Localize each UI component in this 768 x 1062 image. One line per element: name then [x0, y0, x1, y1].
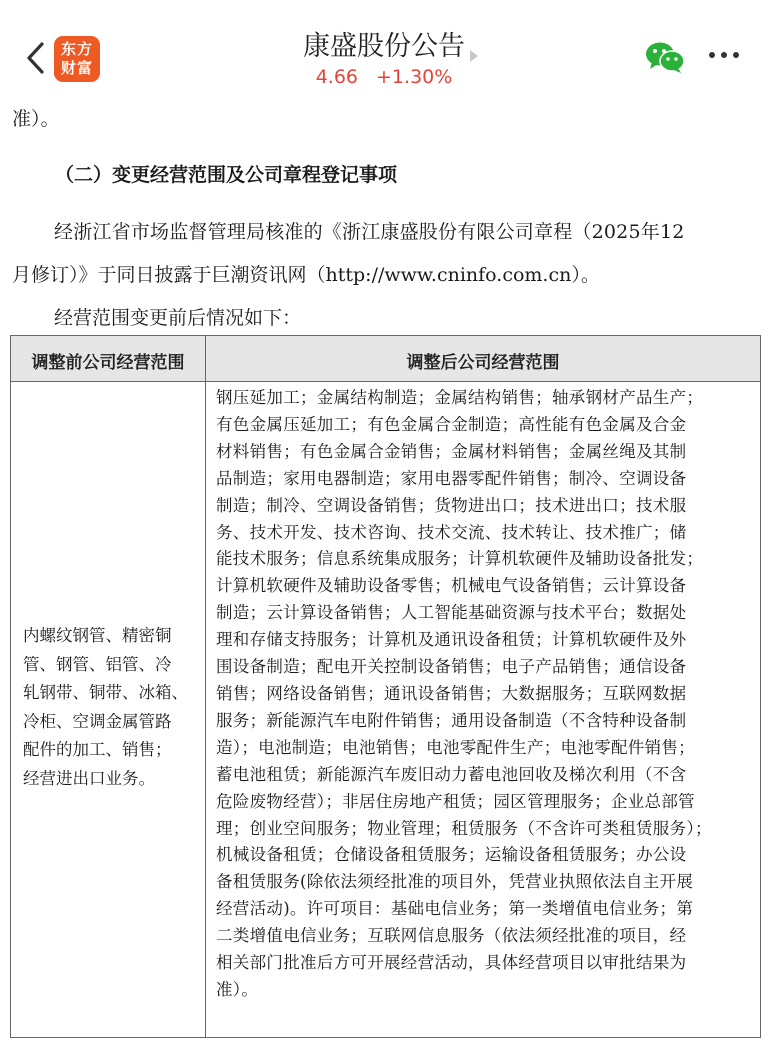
stock-change: +1.30% [376, 66, 453, 88]
text-line: 配件的加工、销售； [23, 740, 172, 759]
text-line: 经营进出口业务。 [23, 768, 155, 788]
paragraph-line: 月修订）》于同日披露于巨潮资讯网（http://www.cninfo.com.cn）。 [12, 264, 600, 286]
business-scope-table [10, 335, 761, 1038]
text-line: 蓄电池租赁；新能源汽车废旧动力蓄电池回收及梯次利用（不含 [216, 764, 687, 784]
table-header-row [11, 336, 760, 382]
text-line: 准）。 [216, 979, 259, 999]
cell-after [216, 385, 756, 1004]
text-line: 二类增值电信业务；互联网信息服务（依法须经批准的项目，经 [216, 926, 687, 946]
text-line: 危险废物经营）；非居住房地产租赁；园区管理服务；企业总部管 [216, 791, 695, 811]
text-line: 经营活动)。许可项目：基础电信业务；第一类增值电信业务；第 [216, 899, 694, 919]
stock-price: 4.66 [315, 66, 359, 88]
text-line: 机械设备租赁；仓储设备租赁服务；运输设备租赁服务；办公设 [216, 845, 687, 865]
section-heading: （二）变更经营范围及公司章程登记事项 [55, 164, 398, 186]
text-line: 理；创业空间服务；物业管理；租赁服务（不含许可类租赁服务）； [216, 818, 712, 838]
more-icon[interactable] [708, 50, 740, 60]
text-line: 制造；制冷、空调设备销售；货物进出口；技术进出口；技术服 [216, 495, 687, 515]
cell-before [23, 622, 201, 793]
text-line: 备租赁服务(除依法须经批准的项目外，凭营业执照依法自主开展 [216, 872, 694, 892]
text-line: 造）；电池制造；电池销售；电池零配件生产；电池零配件销售； [216, 737, 695, 757]
text-line: 围设备制造；配电开关控制设备销售；电子产品销售；通信设备 [216, 657, 687, 677]
text-line: 品制造；家用电器制造；家用电器零配件销售；制冷、空调设备 [216, 468, 687, 488]
page-title[interactable]: 康盛股份公告 [303, 31, 465, 62]
text-line: 管、钢管、铝管、冷 [23, 654, 172, 674]
text-line: 计算机软硬件及辅助设备零售；机械电气设备销售；云计算设备 [216, 576, 687, 596]
text-line: 务、技术开发、技术咨询、技术交流、技术转让、技术推广；储 [216, 522, 687, 542]
text-line: 理和存储支持服务；计算机及通讯设备租赁；计算机软硬件及外 [216, 630, 687, 650]
text-line: 钢压延加工；金属结构制造；金属结构销售；轴承钢材产品生产； [216, 388, 704, 407]
logo-text-line1: 东方 [60, 40, 93, 58]
text-line: 有色金属压延加工；有色金属合金制造；高性能有色金属及合金 [216, 414, 687, 434]
wechat-icon[interactable] [644, 40, 686, 74]
text-line: 内螺纹钢管、精密铜 [23, 626, 172, 645]
text-line: 服务；新能源汽车电附件销售；通用设备制造（不含特种设备制 [216, 710, 687, 730]
text-line: 制造；云计算设备销售；人工智能基础资源与技术平台；数据处 [216, 603, 687, 623]
header-after: 调整后公司经营范围 [406, 353, 560, 373]
column-divider [205, 336, 206, 1037]
logo-text-line2: 财富 [60, 59, 93, 77]
text-line: 销售；网络设备销售；通讯设备销售；大数据服务；互联网数据 [216, 683, 687, 703]
app-header [0, 0, 768, 96]
header-before: 调整前公司经营范围 [31, 353, 185, 373]
play-arrow-icon[interactable] [470, 50, 478, 62]
text-line: 轧钢带、铜带、冰箱、 [23, 683, 188, 702]
paragraph-line: 经营范围变更前后情况如下： [54, 307, 302, 329]
text-line: 材料销售；有色金属合金销售；金属材料销售；金属丝绳及其制 [216, 441, 687, 461]
text-line: 能技术服务；信息系统集成服务；计算机软硬件及辅助设备批发； [216, 549, 704, 569]
text-line: 冷柜、空调金属管路 [23, 711, 172, 731]
paragraph-line: 经浙江省市场监督管理局核准的《浙江康盛股份有限公司章程（2025年12 [54, 221, 685, 243]
text-line: 准）。 [12, 108, 60, 130]
text-line: 相关部门批准后方可开展经营活动，具体经营项目以审批结果为 [216, 953, 687, 973]
